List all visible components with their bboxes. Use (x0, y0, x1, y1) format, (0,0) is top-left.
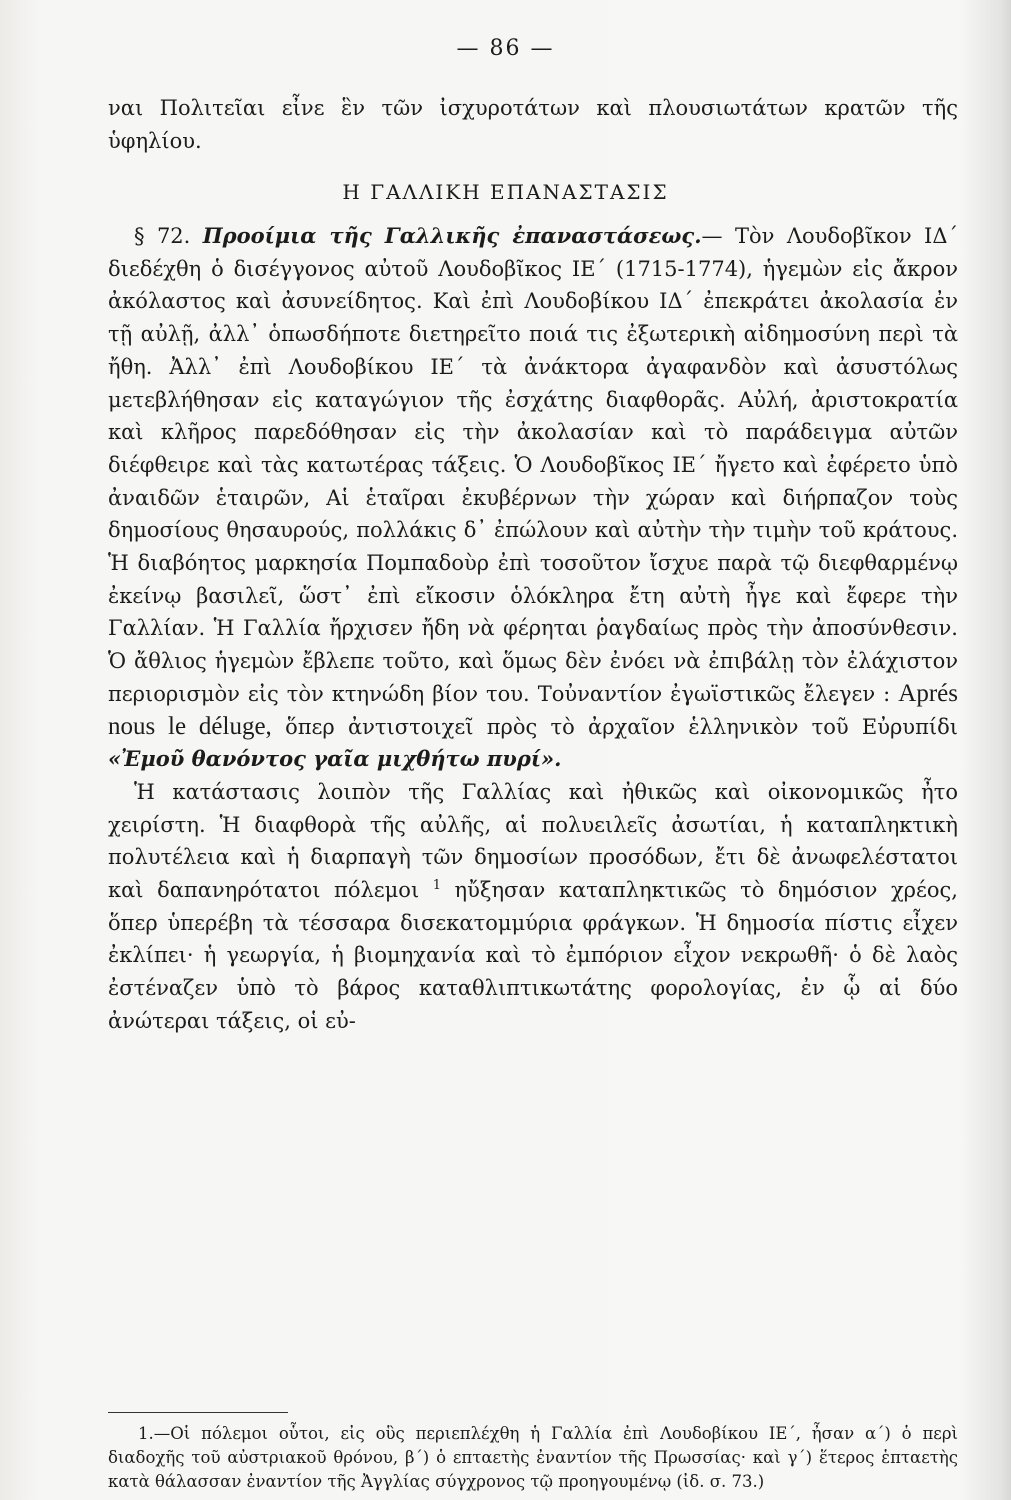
footnote: 1.—Οἱ πόλεμοι οὗτοι, εἰς οὓς περιεπλέχθη ἡ Γαλλία ἐπὶ Λουδοβίκου ΙΕ´, ἦσαν α´) ὁ περὶ διαδοχῆς τοῦ αὐστριακοῦ θρόνου, β´) ὁ επταετὴς ἐναντίον τῆς Πρωσσίας· καὶ γ´) ἕτερος ἑπταετὴς κατὰ θάλασσαν ἐναντίον τῆς Ἀγγλίας σύγχρονος τῷ προηγουμένῳ (ἰδ. σ. 73.) (108, 1424, 958, 1491)
footnote-divider (108, 1412, 288, 1413)
continuation-text (108, 92, 958, 157)
section-body-part-2: ὅπερ ἀντιστοιχεῖ πρὸς τὸ ἀρχαῖον ἑλληνικὸν τοῦ Εὐρυπίδι (285, 714, 958, 739)
continuation-paragraph: ναι Πολιτεῖαι εἶνε ἓν τῶν ἰσχυροτάτων καὶ πλουσιωτάτων κρατῶν τῆς ὑφηλίου. (108, 96, 958, 153)
economy-paragraph (108, 776, 958, 1038)
section-72-paragraph (108, 220, 958, 776)
economy-text-part-1: Ἡ κατάστασις λοιπὸν τῆς Γαλλίας καὶ ἠθικῶς καὶ οἰκονομικῶς ἦτο χειρίστη. Ἡ διαφθορὰ τῆς αὐλῆς, αἱ πολυειλεῖς ἀσωτίαι, ἡ καταπληκτικὴ πολυτέλεια καὶ ἡ διαρπαγὴ τῶν δημοσίων προσόδων, ἔτι δὲ ἀνωφελέστατοι καὶ δαπανηρότατοι πόλεμοι (108, 779, 958, 903)
footnote-mark: 1 (432, 878, 441, 894)
latin-phrase: Aprés nous le déluge, (108, 679, 958, 740)
section-body-part-1: — Τὸν Λουδοβῖκον ΙΔ´ διεδέχθη ὁ δισέγγονος αὐτοῦ Λουδοβῖκος ΙΕ´ (1715-1774), ἡγεμὼν εἰς ἄκρον ἀκόλαστος καὶ ἀσυνείδητος. Καὶ ἐπὶ Λουδοβίκου ΙΔ´ ἐπεκράτει ἀκολασία ἐν τῇ αὐλῇ, ἀλλ᾽ ὁπωσδήποτε διετηρεῖτο ποιά τις ἐξωτερικὴ αἰδημοσύνη περὶ τὰ ἤθη. Ἀλλ᾽ ἐπὶ Λουδοβίκου ΙΕ´ τὰ ἀνάκτορα ἀγαφανδὸν καὶ ἀσυστόλως μετεβλήθησαν εἰς καταγώγιον τῆς ἐσχάτης διαφθορᾶς. Αὐλή, ἀριστοκρατία καὶ κλῆρος παρεδόθησαν εἰς τὴν ἀκολασίαν καὶ τὸ παράδειγμα αὐτῶν διέφθειρε καὶ τὰς κατωτέρας τάξεις. Ὁ Λουδοβῖκος ΙΕ´ ἤγετο καὶ ἐφέρετο ὑπὸ ἀναιδῶν ἑταιρῶν, Αἱ ἑταῖραι ἐκυβέρνων τὴν χώραν καὶ διήρπαζον τοὺς δημοσίους θησαυρούς, πολλάκις δ᾽ ἐπώλουν καὶ αὐτὴν τὴν τιμὴν τοῦ κράτους. Ἡ διαβόητος μαρκησία Πομπαδοὺρ ἐπὶ τοσοῦτον ἴσχυε παρὰ τῷ διεφθαρμένῳ ἐκείνῳ βασιλεῖ, ὥστ᾽ ἐπὶ εἴκοσιν ὁλόκληρα ἔτη αὐτὴ ἦγε καὶ ἔφερε τὴν Γαλλίαν. Ἡ Γαλλία ἤρχισεν ἤδη νὰ φέρηται ῥαγδαίως πρὸς τὴν ἀποσύνθεσιν. Ὁ ἄθλιος ἡγεμὼν ἔβλεπε τοῦτο, καὶ ὅμως δὲν ἐνόει νὰ ἐπιβάλῃ τὸν ἐλάχιστον περιορισμὸν εἰς τὸν κτηνώδη βίον του. Τοὐναντίον ἐγωϊστικῶς ἔλεγεν : (108, 224, 958, 706)
main-text (108, 220, 958, 1038)
chapter-heading: Η ΓΑΛΛΙΚΗ ΕΠΑΝΑΣΤΑΣΙΣ (342, 180, 669, 204)
economy-text-part-2: ηὔξησαν καταπληκτικῶς τὸ δημόσιον χρέος, ὅπερ ὑπερέβη τὰ τέσσαρα δισεκατομμύρια φράγκων. Ἡ δημοσία πίστις εἶχεν ἐκλίπει· ἡ γεωργία, ἡ βιομηχανία καὶ τὸ ἐμπόριον εἶχον νεκρωθῆ· ὁ δὲ λαὸς ἐστέναζεν ὑπὸ τὸ βάρος καταθλιπτικωτάτης φορολογίας, ἐν ᾧ αἱ δύο ἀνώτεραι τάξεις, οἱ εὐ- (108, 878, 958, 1033)
section-label: § 72. (134, 224, 191, 248)
section-title: Προοίμια τῆς Γαλλικῆς ἐπαναστάσεως. (202, 223, 702, 248)
euripides-quote: «Ἐμοῦ θανόντος γαῖα μιχθήτω πυρί». (108, 746, 562, 772)
page-number: — 86 — (456, 36, 555, 61)
